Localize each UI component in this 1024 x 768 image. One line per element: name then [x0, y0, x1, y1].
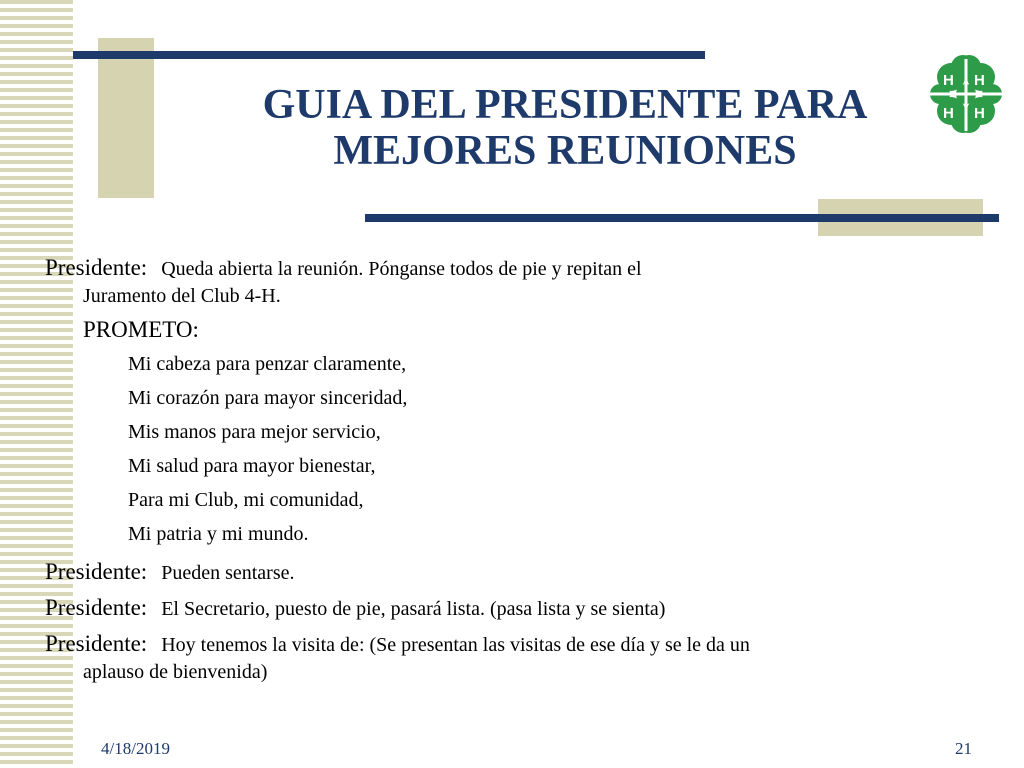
top-khaki-block [98, 38, 154, 198]
title-line-2: MEJORES REUNIONES [333, 128, 797, 174]
paragraph-4-continued: aplauso de bienvenida) [83, 661, 268, 683]
promise-heading: PROMETO: [83, 317, 199, 342]
pledge-line: Mi salud para mayor bienestar, [128, 455, 376, 477]
pledge-line: Mi cabeza para penzar claramente, [128, 353, 407, 375]
paragraph-2 [45, 559, 1005, 595]
pledge-line: Mi patria y mi mundo. [128, 523, 309, 545]
top-navy-rule [73, 51, 705, 59]
paragraph-text: Queda abierta la reunión. Pónganse todos de pie y repitan el [161, 258, 642, 280]
paragraph-text: Pueden sentarse. [161, 562, 295, 584]
svg-text:H: H [974, 72, 985, 89]
paragraph-3 [45, 595, 1005, 631]
title-line-1: GUIA DEL PRESIDENTE PARA [262, 82, 868, 128]
svg-text:H: H [943, 72, 954, 89]
paragraph-text: El Secretario, puesto de pie, pasará lista. (pasa lista y se sienta) [161, 598, 666, 620]
slide-title [150, 82, 980, 174]
paragraph-1 [45, 255, 1005, 285]
page-number: 21 [955, 739, 972, 758]
slide-body [45, 255, 1005, 691]
speaker-label: Presidente: [45, 631, 148, 656]
four-leaf-clover-4h-icon [928, 55, 1004, 135]
speaker-label: Presidente: [45, 559, 148, 584]
footer-date: 4/18/2019 [101, 739, 170, 758]
svg-text:H: H [943, 105, 954, 122]
svg-text:H: H [974, 105, 985, 122]
pledge-line: Mis manos para mejor servicio, [128, 421, 381, 443]
pledge-line: Mi corazón para mayor sinceridad, [128, 387, 408, 409]
pledge-line: Para mi Club, mi comunidad, [128, 489, 364, 511]
speaker-label: Presidente: [45, 595, 148, 620]
speaker-label: Presidente: [45, 255, 148, 280]
paragraph-4 [45, 631, 1005, 661]
paragraph-1-continued: Juramento del Club 4-H. [83, 285, 281, 307]
paragraph-text: Hoy tenemos la visita de: (Se presentan las visitas de ese día y se le da un [161, 634, 750, 656]
bottom-navy-rule [365, 214, 999, 222]
